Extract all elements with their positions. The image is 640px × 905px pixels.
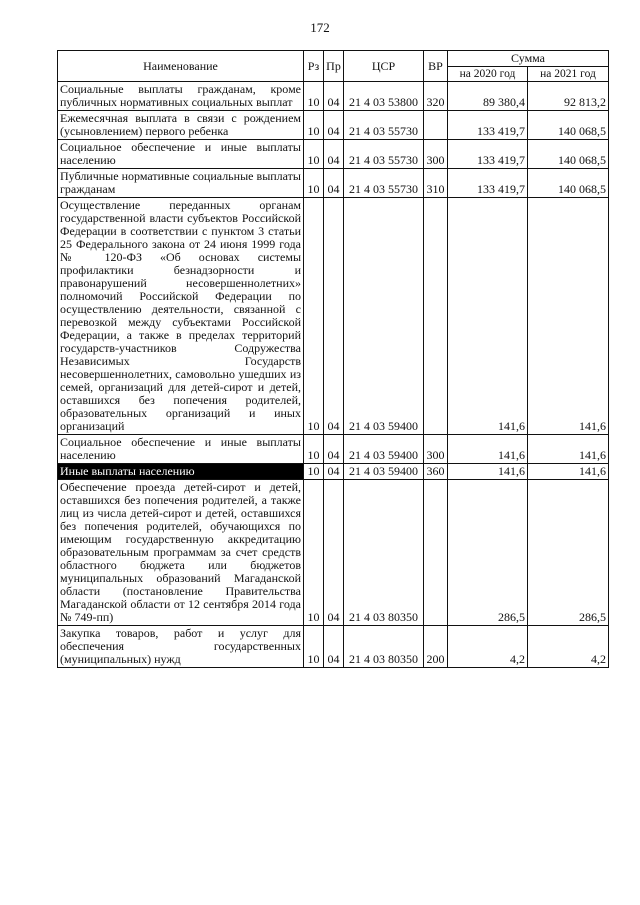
- row-sum-2021: 140 068,5: [528, 111, 609, 140]
- row-rz: 10: [304, 480, 324, 626]
- row-csr: 21 4 03 59400: [344, 435, 424, 464]
- row-rz: 10: [304, 626, 324, 668]
- row-pr: 04: [324, 82, 344, 111]
- table-row: [58, 480, 609, 626]
- table-row: [58, 626, 609, 668]
- row-sum-2020: 89 380,4: [448, 82, 528, 111]
- row-rz: 10: [304, 464, 324, 480]
- header-sum-2021: на 2021 год: [528, 67, 609, 82]
- row-pr: 04: [324, 111, 344, 140]
- page-number: 172: [310, 20, 330, 35]
- row-vr: [424, 198, 448, 435]
- row-sum-2021: 286,5: [528, 480, 609, 626]
- row-pr: 04: [324, 169, 344, 198]
- row-name: Иные выплаты населению: [58, 464, 304, 480]
- row-sum-2020: 141,6: [448, 198, 528, 435]
- row-csr: 21 4 03 80350: [344, 480, 424, 626]
- row-csr: 21 4 03 55730: [344, 140, 424, 169]
- row-sum-2021: 4,2: [528, 626, 609, 668]
- header-vr: ВР: [424, 51, 448, 82]
- header-sum: Сумма: [448, 51, 609, 67]
- table-row: [58, 464, 609, 480]
- row-rz: 10: [304, 140, 324, 169]
- header-pr: Пр: [324, 51, 344, 82]
- row-sum-2020: 133 419,7: [448, 169, 528, 198]
- row-csr: 21 4 03 55730: [344, 169, 424, 198]
- row-vr: 300: [424, 140, 448, 169]
- header-rz: Рз: [304, 51, 324, 82]
- row-sum-2020: 133 419,7: [448, 111, 528, 140]
- row-vr: 360: [424, 464, 448, 480]
- table-header: [58, 51, 609, 82]
- table-body: [58, 82, 609, 668]
- row-pr: 04: [324, 480, 344, 626]
- header-sum-2020: на 2020 год: [448, 67, 528, 82]
- row-csr: 21 4 03 55730: [344, 111, 424, 140]
- table-row: [58, 111, 609, 140]
- row-name: Публичные нормативные социальные выплаты гражданам: [58, 169, 304, 198]
- row-csr: 21 4 03 59400: [344, 198, 424, 435]
- row-name: Ежемесячная выплата в связи с рождением (усыновлением) первого ребенка: [58, 111, 304, 140]
- row-pr: 04: [324, 435, 344, 464]
- row-rz: 10: [304, 435, 324, 464]
- row-rz: 10: [304, 198, 324, 435]
- table-row: [58, 435, 609, 464]
- row-sum-2020: 133 419,7: [448, 140, 528, 169]
- row-rz: 10: [304, 82, 324, 111]
- row-sum-2020: 4,2: [448, 626, 528, 668]
- row-pr: 04: [324, 626, 344, 668]
- row-sum-2020: 141,6: [448, 464, 528, 480]
- row-sum-2021: 140 068,5: [528, 140, 609, 169]
- row-name: Социальное обеспечение и иные выплаты населению: [58, 435, 304, 464]
- row-csr: 21 4 03 59400: [344, 464, 424, 480]
- row-sum-2021: 140 068,5: [528, 169, 609, 198]
- header-csr: ЦСР: [344, 51, 424, 82]
- row-sum-2020: 286,5: [448, 480, 528, 626]
- row-sum-2021: 141,6: [528, 435, 609, 464]
- row-vr: 300: [424, 435, 448, 464]
- table-row: [58, 198, 609, 435]
- row-pr: 04: [324, 464, 344, 480]
- row-sum-2021: 92 813,2: [528, 82, 609, 111]
- row-pr: 04: [324, 140, 344, 169]
- budget-table: [57, 50, 609, 668]
- row-rz: 10: [304, 111, 324, 140]
- row-vr: 200: [424, 626, 448, 668]
- table-row: [58, 140, 609, 169]
- row-vr: 310: [424, 169, 448, 198]
- row-csr: 21 4 03 53800: [344, 82, 424, 111]
- row-sum-2021: 141,6: [528, 464, 609, 480]
- table-row: [58, 169, 609, 198]
- row-name: Социальные выплаты гражданам, кроме публичных нормативных социальных выплат: [58, 82, 304, 111]
- row-pr: 04: [324, 198, 344, 435]
- row-sum-2021: 141,6: [528, 198, 609, 435]
- row-name: Осуществление переданных органам государственной власти субъектов Российской Федерации в соответствии с пунктом 3 статьи 25 Федерального закона от 24 июня 1999 года № 120-ФЗ «Об основах системы профилактики безнадзорности и правонарушений несовершеннолетних» полномочий Российской Федерации по осуществлению деятельности, связанной с перевозкой между субъектами Российской Федерации, а также в пределах территорий государств-участников Содружества Независимых Государств несовершеннолетних, самовольно ушедших из семей, организаций для детей-сирот и детей, оставшихся без попечения родителей, образовательных организаций и иных организаций: [58, 198, 304, 435]
- row-csr: 21 4 03 80350: [344, 626, 424, 668]
- row-vr: 320: [424, 82, 448, 111]
- row-name: Социальное обеспечение и иные выплаты населению: [58, 140, 304, 169]
- row-sum-2020: 141,6: [448, 435, 528, 464]
- row-vr: [424, 480, 448, 626]
- row-rz: 10: [304, 169, 324, 198]
- row-name: Обеспечение проезда детей-сирот и детей, оставшихся без попечения родителей, а также лиц из числа детей-сирот и детей, оставшихся без попечения родителей, обучающихся по имеющим государственную аккредитацию образовательным программам за счет средств областного бюджета или бюджетов муниципальных образований Магаданской области (постановление Правительства Магаданской области от 12 сентября 2014 года № 749-пп): [58, 480, 304, 626]
- row-name: Закупка товаров, работ и услуг для обеспечения государственных (муниципальных) нужд: [58, 626, 304, 668]
- header-name: Наименование: [58, 51, 304, 82]
- table-row: [58, 82, 609, 111]
- row-vr: [424, 111, 448, 140]
